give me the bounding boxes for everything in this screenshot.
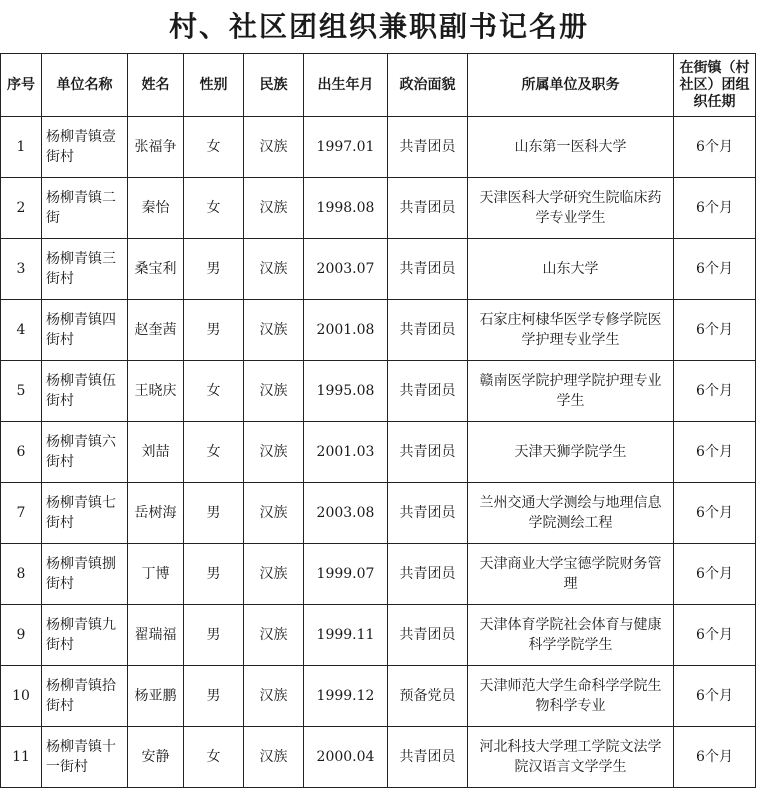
cell-political: 共青团员 [388, 300, 468, 361]
cell-org: 天津商业大学宝德学院财务管理 [468, 544, 674, 605]
table-row [1, 117, 756, 178]
cell-political: 共青团员 [388, 422, 468, 483]
cell-ethnic: 汉族 [244, 422, 304, 483]
table-row [1, 178, 756, 239]
cell-ethnic: 汉族 [244, 361, 304, 422]
cell-ethnic: 汉族 [244, 605, 304, 666]
cell-name: 王晓庆 [128, 361, 184, 422]
header-term: 在街镇（村社区）团组织任期 [674, 54, 756, 117]
cell-political: 共青团员 [388, 117, 468, 178]
cell-no: 4 [1, 300, 42, 361]
cell-org: 山东第一医科大学 [468, 117, 674, 178]
cell-gender: 女 [184, 117, 244, 178]
cell-no: 1 [1, 117, 42, 178]
cell-political: 共青团员 [388, 605, 468, 666]
cell-gender: 男 [184, 483, 244, 544]
cell-birth: 2000.04 [304, 727, 388, 788]
cell-birth: 1999.12 [304, 666, 388, 727]
cell-term: 6个月 [674, 361, 756, 422]
cell-term: 6个月 [674, 483, 756, 544]
cell-no: 3 [1, 239, 42, 300]
cell-no: 7 [1, 483, 42, 544]
table-row [1, 300, 756, 361]
table-row [1, 666, 756, 727]
cell-political: 共青团员 [388, 483, 468, 544]
cell-unit: 杨柳青镇四街村 [42, 300, 128, 361]
cell-unit: 杨柳青镇七街村 [42, 483, 128, 544]
cell-political: 共青团员 [388, 239, 468, 300]
cell-unit: 杨柳青镇三街村 [42, 239, 128, 300]
cell-political: 预备党员 [388, 666, 468, 727]
cell-unit: 杨柳青镇捌街村 [42, 544, 128, 605]
cell-name: 桑宝利 [128, 239, 184, 300]
table-row [1, 361, 756, 422]
cell-term: 6个月 [674, 300, 756, 361]
table-row [1, 544, 756, 605]
cell-org: 天津师范大学生命科学学院生物科学专业 [468, 666, 674, 727]
cell-org: 山东大学 [468, 239, 674, 300]
cell-gender: 女 [184, 727, 244, 788]
cell-ethnic: 汉族 [244, 666, 304, 727]
cell-org: 石家庄柯棣华医学专修学院医学护理专业学生 [468, 300, 674, 361]
cell-ethnic: 汉族 [244, 178, 304, 239]
cell-org: 河北科技大学理工学院文法学院汉语言文学学生 [468, 727, 674, 788]
table-body [1, 117, 756, 788]
cell-ethnic: 汉族 [244, 544, 304, 605]
cell-ethnic: 汉族 [244, 727, 304, 788]
cell-gender: 男 [184, 666, 244, 727]
cell-political: 共青团员 [388, 178, 468, 239]
cell-term: 6个月 [674, 422, 756, 483]
cell-name: 赵奎茜 [128, 300, 184, 361]
cell-birth: 2003.08 [304, 483, 388, 544]
cell-no: 11 [1, 727, 42, 788]
cell-org: 赣南医学院护理学院护理专业学生 [468, 361, 674, 422]
cell-unit: 杨柳青镇十一街村 [42, 727, 128, 788]
table-row [1, 239, 756, 300]
cell-ethnic: 汉族 [244, 239, 304, 300]
header-name: 姓名 [128, 54, 184, 117]
cell-birth: 1998.08 [304, 178, 388, 239]
cell-birth: 1999.11 [304, 605, 388, 666]
cell-no: 5 [1, 361, 42, 422]
cell-term: 6个月 [674, 544, 756, 605]
cell-birth: 1999.07 [304, 544, 388, 605]
table-row [1, 605, 756, 666]
header-birth: 出生年月 [304, 54, 388, 117]
header-gender: 性别 [184, 54, 244, 117]
header-row [1, 54, 756, 117]
cell-name: 翟瑞福 [128, 605, 184, 666]
cell-org: 天津医科大学研究生院临床药学专业学生 [468, 178, 674, 239]
roster-table [0, 53, 756, 788]
cell-birth: 1995.08 [304, 361, 388, 422]
cell-birth: 1997.01 [304, 117, 388, 178]
cell-name: 杨亚鹏 [128, 666, 184, 727]
cell-gender: 男 [184, 605, 244, 666]
cell-gender: 女 [184, 422, 244, 483]
cell-political: 共青团员 [388, 361, 468, 422]
table-row [1, 727, 756, 788]
cell-org: 天津天狮学院学生 [468, 422, 674, 483]
header-political: 政治面貌 [388, 54, 468, 117]
cell-no: 10 [1, 666, 42, 727]
cell-unit: 杨柳青镇六街村 [42, 422, 128, 483]
header-ethnic: 民族 [244, 54, 304, 117]
cell-term: 6个月 [674, 727, 756, 788]
cell-gender: 男 [184, 239, 244, 300]
cell-ethnic: 汉族 [244, 117, 304, 178]
cell-unit: 杨柳青镇伍街村 [42, 361, 128, 422]
header-no: 序号 [1, 54, 42, 117]
cell-org: 兰州交通大学测绘与地理信息学院测绘工程 [468, 483, 674, 544]
table-row [1, 483, 756, 544]
cell-political: 共青团员 [388, 544, 468, 605]
cell-no: 6 [1, 422, 42, 483]
table-row [1, 422, 756, 483]
cell-term: 6个月 [674, 178, 756, 239]
header-unit: 单位名称 [42, 54, 128, 117]
cell-name: 岳树海 [128, 483, 184, 544]
cell-term: 6个月 [674, 605, 756, 666]
cell-unit: 杨柳青镇拾街村 [42, 666, 128, 727]
cell-birth: 2001.08 [304, 300, 388, 361]
page-title: 村、社区团组织兼职副书记名册 [168, 10, 589, 43]
cell-name: 秦怡 [128, 178, 184, 239]
cell-name: 刘喆 [128, 422, 184, 483]
cell-gender: 女 [184, 178, 244, 239]
cell-no: 8 [1, 544, 42, 605]
header-org: 所属单位及职务 [468, 54, 674, 117]
cell-name: 丁博 [128, 544, 184, 605]
cell-political: 共青团员 [388, 727, 468, 788]
cell-gender: 男 [184, 544, 244, 605]
cell-no: 2 [1, 178, 42, 239]
cell-unit: 杨柳青镇二街 [42, 178, 128, 239]
cell-no: 9 [1, 605, 42, 666]
cell-ethnic: 汉族 [244, 483, 304, 544]
cell-birth: 2001.03 [304, 422, 388, 483]
cell-term: 6个月 [674, 117, 756, 178]
cell-gender: 男 [184, 300, 244, 361]
cell-birth: 2003.07 [304, 239, 388, 300]
cell-name: 安静 [128, 727, 184, 788]
cell-org: 天津体育学院社会体育与健康科学学院学生 [468, 605, 674, 666]
cell-unit: 杨柳青镇九街村 [42, 605, 128, 666]
cell-term: 6个月 [674, 666, 756, 727]
cell-unit: 杨柳青镇壹街村 [42, 117, 128, 178]
cell-ethnic: 汉族 [244, 300, 304, 361]
cell-name: 张福争 [128, 117, 184, 178]
cell-gender: 女 [184, 361, 244, 422]
cell-term: 6个月 [674, 239, 756, 300]
